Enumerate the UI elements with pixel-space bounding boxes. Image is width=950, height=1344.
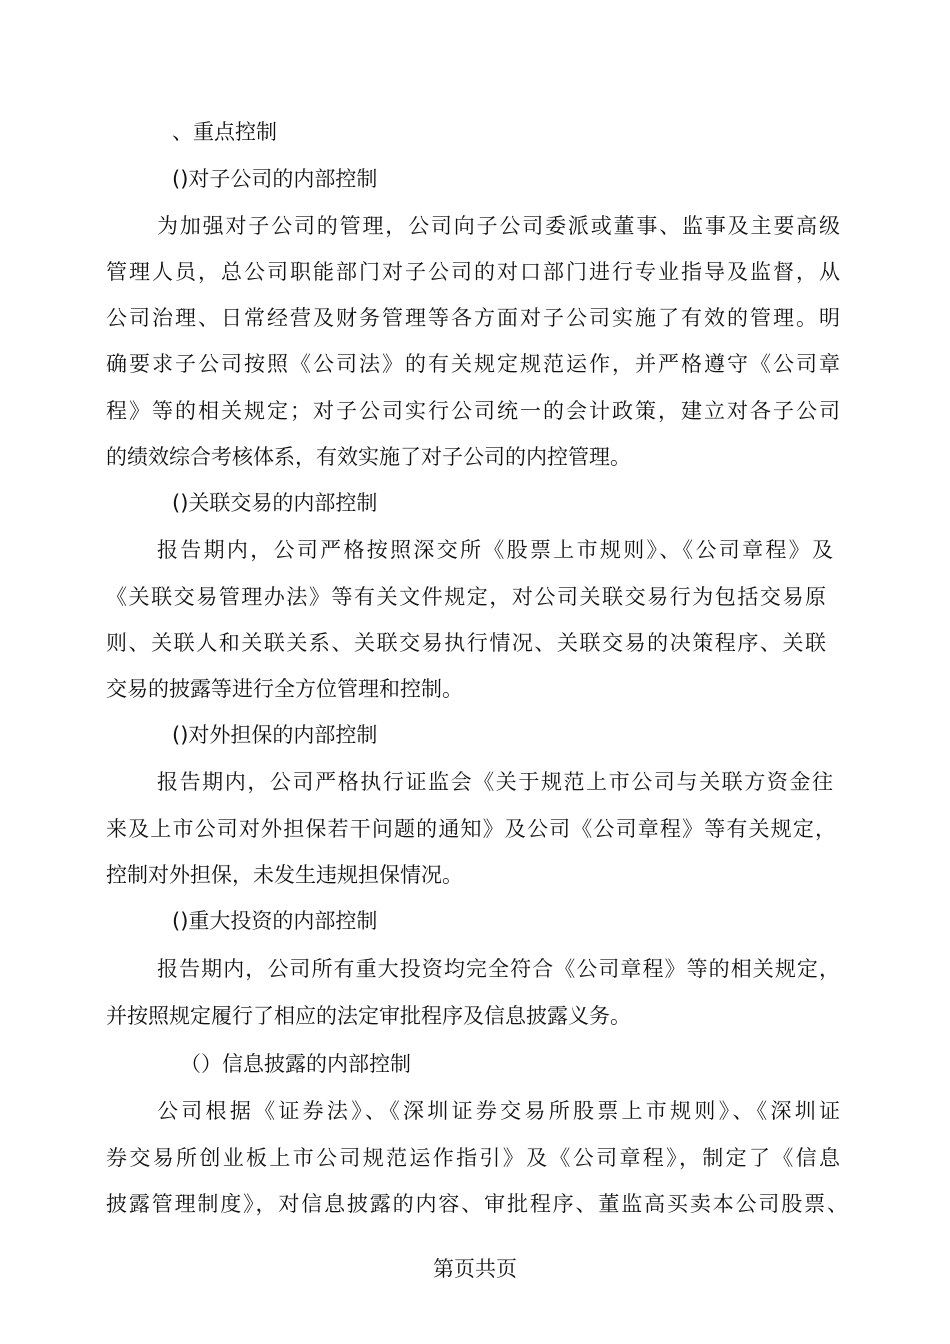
sub1-line: 的绩效综合考核体系，有效实施了对子公司的内控管理。 (106, 445, 631, 469)
page-footer: 第页共页 (433, 1257, 517, 1281)
sub2-line: 报告期内，公司严格按照深交所《股票上市规则》、《公司章程》及 (157, 538, 833, 562)
sub5-line: 券交易所创业板上市公司规范运作指引》及《公司章程》，制定了《信息 (106, 1146, 840, 1170)
sub2-line: 则、关联人和关联关系、关联交易执行情况、关联交易的决策程序、关联 (106, 631, 826, 655)
sub4-line: 并按照规定履行了相应的法定审批程序及信息披露义务。 (106, 1004, 631, 1028)
sub3-title: ()对外担保的内部控制 (172, 723, 378, 747)
sub3-line: 报告期内，公司严格执行证监会《关于规范上市公司与关联方资金往 (157, 770, 833, 794)
sub2-title: ()关联交易的内部控制 (172, 491, 378, 515)
sub3-line: 来及上市公司对外担保若干问题的通知》及公司《公司章程》等有关规定， (106, 817, 836, 841)
heading: 、重点控制 (172, 120, 277, 144)
sub4-line: 报告期内，公司所有重大投资均完全符合《公司章程》等的相关规定， (157, 957, 840, 981)
sub1-line: 管理人员，总公司职能部门对子公司的对口部门进行专业指导及监督，从 (106, 260, 840, 284)
sub5-line: 披露管理制度》，对信息披露的内容、审批程序、董监高买卖本公司股票、 (106, 1192, 848, 1216)
sub1-line: 程》等的相关规定；对子公司实行公司统一的会计政策，建立对各子公司 (106, 399, 840, 423)
sub2-line: 《关联交易管理办法》等有关文件规定，对公司关联交易行为包括交易原 (106, 585, 826, 609)
sub1-line: 确要求子公司按照《公司法》的有关规定规范运作，并严格遵守《公司章 (106, 352, 840, 376)
sub1-title: ()对子公司的内部控制 (172, 167, 378, 191)
sub1-line: 公司治理、日常经营及财务管理等各方面对子公司实施了有效的管理。明 (106, 306, 840, 330)
sub5-title: （）信息披露的内部控制 (180, 1052, 411, 1076)
sub5-line: 公司根据《证券法》、《深圳证券交易所股票上市规则》、《深圳证 (157, 1099, 840, 1123)
sub2-line: 交易的披露等进行全方位管理和控制。 (106, 677, 463, 701)
sub3-line: 控制对外担保，未发生违规担保情况。 (106, 863, 463, 887)
sub1-line: 为加强对子公司的管理，公司向子公司委派或董事、监事及主要高级 (157, 214, 840, 238)
sub4-title: ()重大投资的内部控制 (172, 909, 378, 933)
